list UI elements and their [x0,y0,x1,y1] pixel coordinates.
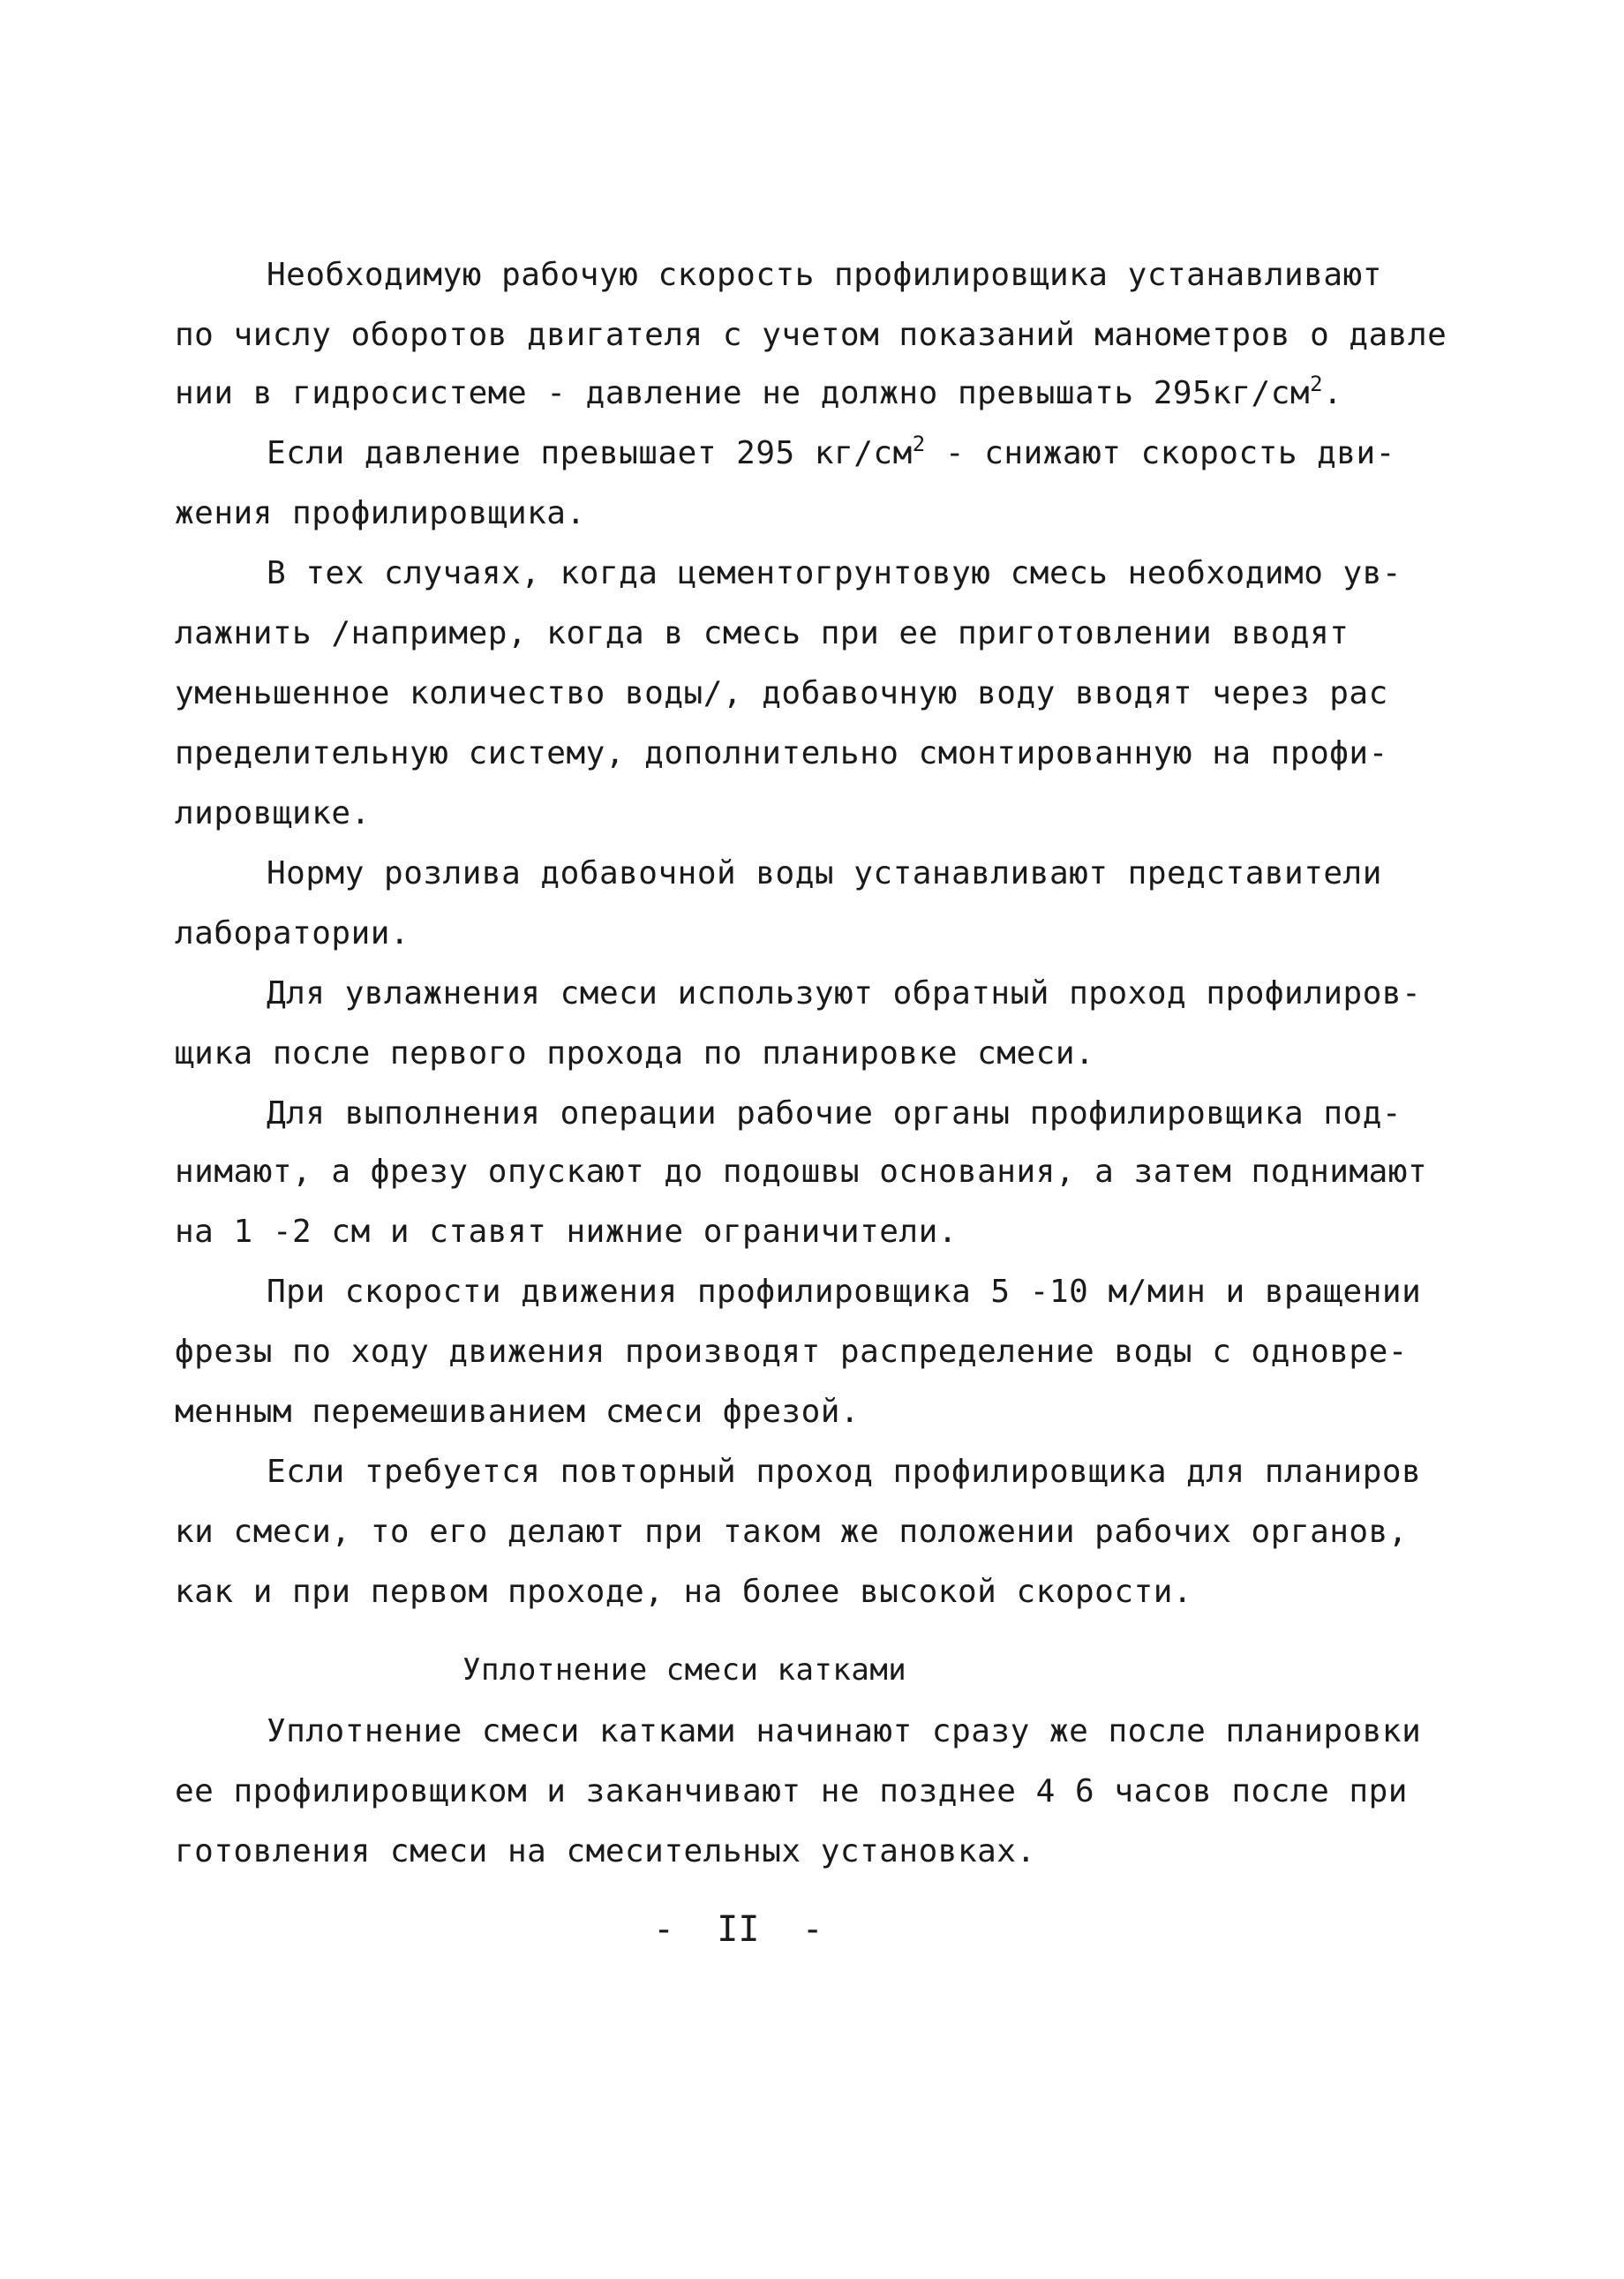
text-line: уменьшенное количество воды/, добавочную воду вводят через рас [175,675,1388,711]
text-line: готовления смеси на смесительных установках. [175,1833,1036,1869]
text-line: лажнить /например, когда в смесь при ее приготовлении вводят [175,615,1350,651]
text-line: Необходимую рабочую скорость профилировщика устанавливают [267,257,1382,293]
text-line: пределительную систему, дополнительно смонтированную на профи- [175,735,1388,771]
text-segment: . [1323,375,1343,411]
text-line [175,374,1342,413]
text-line: ки смеси, то его делают при таком же положении рабочих органов, [175,1514,1408,1550]
section-heading: Уплотнение смеси катками [462,1652,907,1688]
superscript: 2 [912,432,926,456]
text-line: лаборатории. [175,915,410,951]
text-line: жения профилировщика. [175,495,586,531]
text-line: Норму розлива добавочной воды устанавливают представители [267,855,1382,891]
text-line: щика после первого прохода по планировке смеси. [175,1035,1095,1072]
page-number: - II - [653,1909,823,1950]
text-line: как и при первом проходе, на более высокой скорости. [175,1574,1193,1610]
text-line [267,434,1395,473]
text-line: В тех случаях, когда цементогрунтовую смесь необходимо ув- [267,555,1402,591]
text-segment: нии в гидросистеме - давление не должно превышать 295кг/см [175,375,1311,411]
text-line: Для выполнения операции рабочие органы профилировщика под- [267,1095,1402,1132]
text-segment: - снижают скорость дви- [925,435,1395,471]
text-line: лировщике. [175,795,371,831]
superscript: 2 [1310,372,1324,396]
text-line: фрезы по ходу движения производят распределение воды с одновре- [175,1334,1408,1370]
text-line: нимают, а фрезу опускают до подошвы основания, а затем поднимают [175,1154,1428,1190]
text-line: При скорости движения профилировщика 5 -10 м/мин и вращении [267,1274,1422,1310]
text-line: на 1 -2 см и ставят нижние ограничители. [175,1214,958,1250]
text-line: по числу оборотов двигателя с учетом показаний манометров о давле [175,317,1447,353]
text-segment: Если давление превышает 295 кг/см [267,435,913,471]
text-line: Если требуется повторный проход профилировщика для планиров [267,1454,1422,1490]
text-line: менным перемешиванием смеси фрезой. [175,1394,861,1430]
text-line: ее профилировщиком и заканчивают не позднее 4 6 часов после при [175,1773,1408,1809]
text-line: Для увлажнения смеси используют обратный проход профилиров- [267,975,1422,1012]
text-line: Уплотнение смеси катками начинают сразу же после планировки [267,1713,1422,1749]
